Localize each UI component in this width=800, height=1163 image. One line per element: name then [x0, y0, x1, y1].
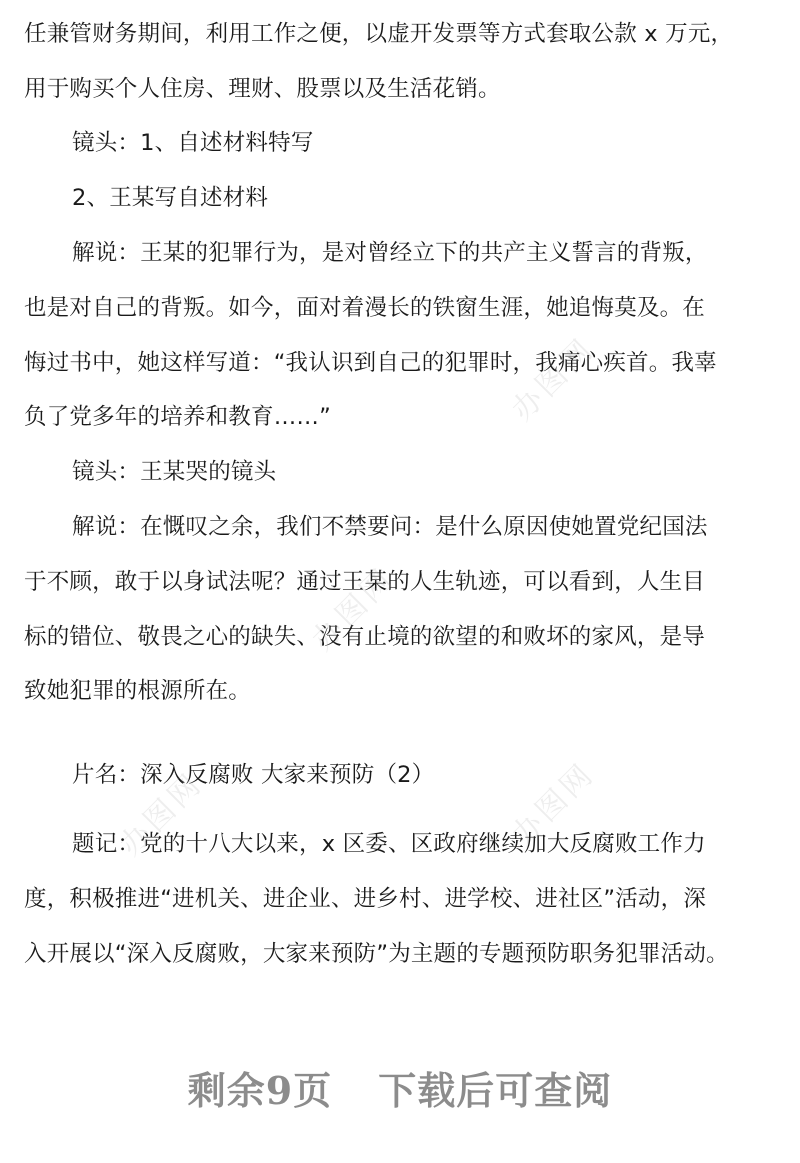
text-line: 标的错位、敬畏之心的缺失、没有止境的欲望的和败坏的家风，是导: [24, 624, 706, 650]
shot-line: 镜头：1、自述材料特写: [72, 130, 314, 156]
text-line: 也是对自己的背叛。如今，面对着漫长的铁窗生涯，她追悔莫及。在: [24, 295, 706, 321]
download-prompt: [0, 1060, 800, 1115]
text-line: 用于购买个人住房、理财、股票以及生活花销。: [24, 76, 501, 102]
shot-line: 2、王某写自述材料: [72, 185, 269, 211]
watermark-logo: 办图网: [505, 756, 602, 853]
text-line: 致她犯罪的根源所在。: [24, 678, 252, 704]
watermark-logo: 办图网: [505, 331, 602, 428]
text-line: 悔过书中，她这样写道：“我认识到自己的犯罪时，我痛心疾首。我辜: [24, 350, 717, 376]
text-line: 负了党多年的培养和教育……”: [24, 404, 331, 430]
remaining-pages-label: 剩余9页: [187, 1068, 333, 1113]
watermark-logo: 办图网: [113, 766, 210, 863]
text-line: 度，积极推进“进机关、进企业、进乡村、进学校、进社区”活动，深: [24, 886, 707, 912]
text-line: 于不顾，敢于以身试法呢？通过王某的人生轨迹，可以看到，人生目: [24, 569, 706, 595]
inscription-line: 题记：党的十八大以来，x 区委、区政府继续加大反腐败工作力: [72, 831, 706, 857]
download-to-view-label: 下载后可查阅: [378, 1068, 613, 1113]
narration-line: 解说：在慨叹之余，我们不禁要问：是什么原因使她置党纪国法: [72, 514, 708, 540]
text-line: 任兼管财务期间，利用工作之便，以虚开发票等方式套取公款 x 万元，: [24, 21, 734, 47]
text-line: 入开展以“深入反腐败，大家来预防”为主题的专题预防职务犯罪活动。: [24, 941, 729, 967]
narration-line: 解说：王某的犯罪行为，是对曾经立下的共产主义誓言的背叛，: [72, 240, 708, 266]
watermark-logo: 办图网: [305, 561, 402, 658]
film-title-line: 片名：深入反腐败 大家来预防（2）: [72, 762, 435, 788]
shot-line: 镜头：王某哭的镜头: [72, 459, 277, 485]
